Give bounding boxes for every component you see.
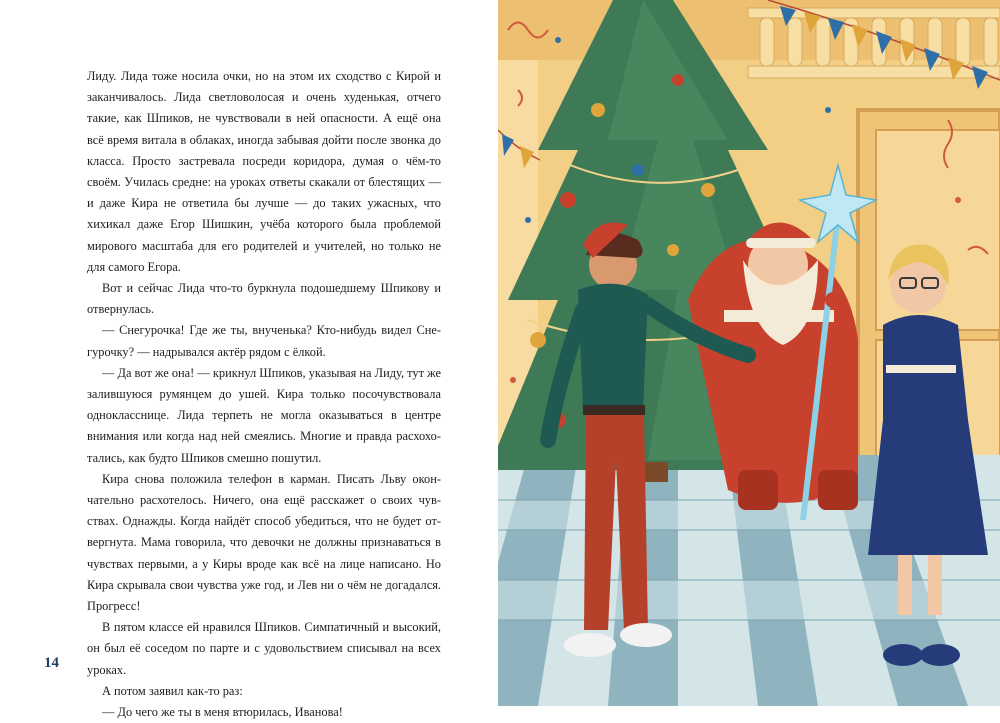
page-number: 14 (44, 655, 59, 671)
paragraph: — До чего же ты в меня втюрилась, Иванова! (102, 705, 343, 720)
paragraph: — Да вот же она! — крикнул Шпиков, указывая на Лиду, тут же залившуюся румянцем до ушей. Кира только посочувствовала однокласснице. Лида терпеть не могла оказываться в центре внимания или когда над ней смеялись. Многие и правда расхохотались, как будто Шпиков смешно пошутил. (87, 365, 442, 465)
paragraph: Лиду. Лида тоже носила очки, но на этом их сходство с Кирой и заканчивалось. Лида светловолосая и очень худенькая, отчего такие, как Шпиков, не чувствовали в ней опасности. А ещё она всё время витала в облаках, иногда забывая дойти после звонка до класса. Просто застревала посреди коридора, думая о чём-то своём. Училась средне: на уроках ответы скакали от блестящих — и даже Кира не ответила бы лучше — до таких ужасных, что хихикал даже Егор Шишкин, учёба которого была проблемой мирового масштаба для его родителей и учителей, но только не для самого Егора. (87, 69, 441, 274)
christmas-illustration (498, 0, 1000, 706)
text-page (0, 0, 498, 720)
paragraph: В пятом классе ей нравился Шпиков. Симпатичный и высокий, он был её соседом по парте и с удовольствием списывал на всех уроках. (87, 620, 441, 677)
illustration-svg (498, 0, 1000, 706)
paragraph: Вот и сейчас Лида что-то буркнула подошедшему Шпикову и отвернулась. (87, 281, 441, 317)
paragraph: Кира снова положила телефон в карман. Писать Льву окончательно расхотелось. Ничего, она ещё расскажет о своих чувствах. Однажды. Когда найдёт способ убедиться, что не будет отвергнута. Мама говорила, что девочки не должны признаваться в чувствах первыми, а у Киры вроде как всё на лице написано. Но Кира скрывала свои чувства уже год, и Лев ни о чём не догадался. Прогресс! (87, 471, 441, 614)
paragraph: А потом заявил как-то раз: (102, 683, 243, 698)
body-text (87, 66, 441, 723)
paragraph: — Снегурочка! Где же ты, внученька? Кто-нибудь видел Снегурочку? — надрывался актёр рядом с ёлкой. (87, 323, 441, 359)
